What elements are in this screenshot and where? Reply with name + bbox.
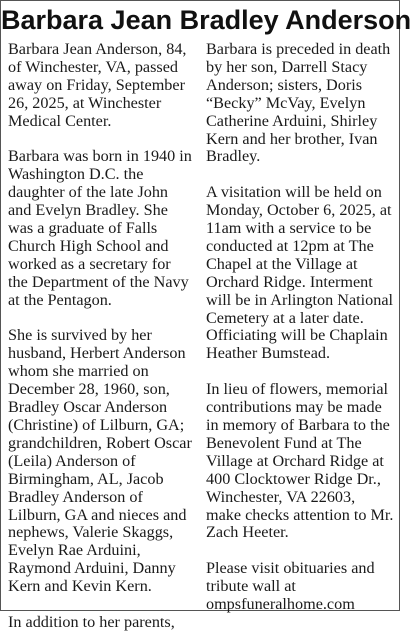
left-column	[8, 41, 194, 632]
obituary-title: Barbara Jean Bradley Anderson	[1, 5, 411, 35]
paragraph-parents-lead: In addition to her parents,	[8, 612, 175, 631]
paragraph-preceded: Barbara is preceded in death by her son, Darrell Stacy Anderson; sisters, Doris “Becky” McVay, Evelyn Catherine Arduini, Shirley Kern and her brother, Ivan Bradley.	[206, 40, 391, 166]
paragraph-survivors: She is survived by her husband, Herbert Anderson whom she married on December 28, 1960, son, Bradley Oscar Anderson (Christine) of Lilburn, GA; grandchildren, Robert Oscar (Leila) Anderson of Birmingham, AL, Jacob Bradley Anderson of Lilburn, GA and nieces and nephews, Valerie Skaggs, Evelyn Rae Arduini, Raymond Arduini, Danny Kern and Kevin Kern.	[8, 326, 192, 596]
paragraph-early-life: Barbara was born in 1940 in Washington D.C. the daughter of the late John and Evelyn Bradley. She was a graduate of Falls Church High School and worked as a secretary for the Department of the Navy at the Pentagon.	[8, 147, 192, 309]
paragraph-memorial: In lieu of flowers, memorial contributions may be made in memory of Barbara to the Benevolent Fund at The Village at Orchard Ridge at 400 Clocktower Ridge Dr., Winchester, VA 22603, make checks attention to Mr. Zach Heeter.	[206, 380, 394, 542]
paragraph-passing: Barbara Jean Anderson, 84, of Winchester, VA, passed away on Friday, September 26, 2025, at Winchester Medical Center.	[8, 40, 187, 130]
paragraph-website: Please visit obituaries and tribute wall at ompsfuneralhome.com	[206, 559, 375, 614]
right-column	[206, 41, 394, 614]
paragraph-services: A visitation will be held on Monday, October 6, 2025, at 11am with a service to be conducted at 12pm at The Chapel at the Village at Orchard Ridge. Interment will be in Arlington National Cemetery at a later date. Officiating will be Chaplain Heather Bumstead.	[206, 183, 394, 363]
